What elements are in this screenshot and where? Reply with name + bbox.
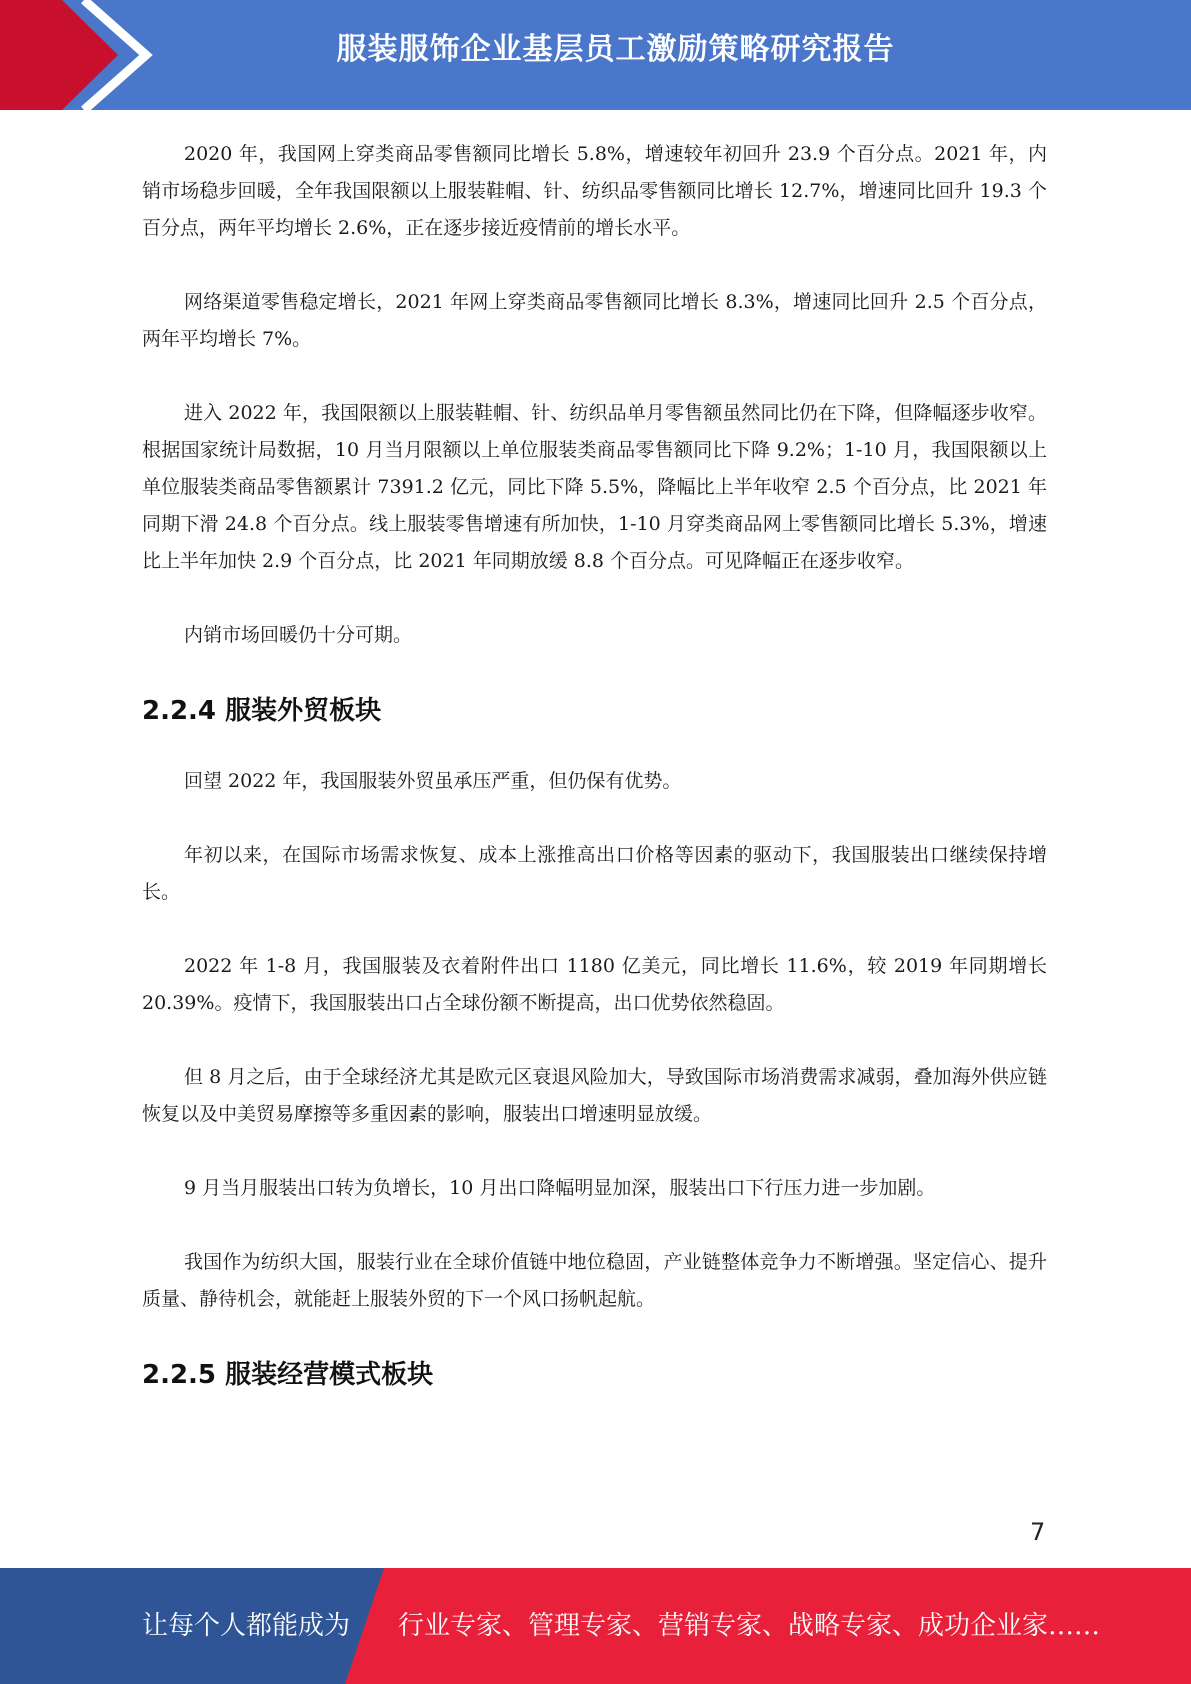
section-heading: 2.2.5 服装经营模式板块 — [142, 1360, 434, 1390]
paragraph: 我国作为纺织大国，服装行业在全球价值链中地位稳固，产业链整体竞争力不断增强。坚定信心、提升质量、静待机会，就能赶上服装外贸的下一个风口扬帆起航。 — [142, 1251, 1047, 1310]
paragraph: 网络渠道零售稳定增长，2021 年网上穿类商品零售额同比增长 8.3%，增速同比回升 2.5 个百分点，两年平均增长 7%。 — [142, 291, 1047, 350]
report-title: 服装服饰企业基层员工激励策略研究报告 — [336, 32, 895, 67]
page-body — [142, 136, 1047, 1427]
footer-slogan-right: 行业专家、管理专家、营销专家、战略专家、成功企业家…… — [398, 1611, 1101, 1641]
page-footer — [0, 1568, 1191, 1684]
paragraph: 年初以来，在国际市场需求恢复、成本上涨推高出口价格等因素的驱动下，我国服装出口继续保持增长。 — [142, 844, 1047, 903]
section-heading: 2.2.4 服装外贸板块 — [142, 696, 382, 726]
paragraph: 进入 2022 年，我国限额以上服装鞋帽、针、纺织品单月零售额虽然同比仍在下降，但降幅逐步收窄。根据国家统计局数据，10 月当月限额以上单位服装类商品零售额同比下降 9.2%；1-10 月，我国限额以上单位服装类商品零售额累计 7391.2 亿元，同比下降 5.5%，降幅比上半年收窄 2.5 个百分点，比 2021 年同期下滑 24.8 个百分点。线上服装零售增速有所加快，1-10 月穿类商品网上零售额同比增长 5.3%，增速比上半年加快 2.9 个百分点，比 2021 年同期放缓 8.8 个百分点。可见降幅正在逐步收窄。 — [142, 402, 1047, 572]
footer-slogan-left: 让每个人都能成为 — [142, 1611, 351, 1641]
page-number: 7 — [1030, 1518, 1046, 1546]
page-header — [0, 0, 1191, 110]
paragraph: 2020 年，我国网上穿类商品零售额同比增长 5.8%，增速较年初回升 23.9 个百分点。2021 年，内销市场稳步回暖，全年我国限额以上服装鞋帽、针、纺织品零售额同比增长 12.7%，增速同比回升 19.3 个百分点，两年平均增长 2.6%，正在逐步接近疫情前的增长水平。 — [142, 143, 1047, 239]
paragraph: 9 月当月服装出口转为负增长，10 月出口降幅明显加深，服装出口下行压力进一步加剧。 — [184, 1177, 936, 1199]
paragraph: 但 8 月之后，由于全球经济尤其是欧元区衰退风险加大，导致国际市场消费需求减弱，叠加海外供应链恢复以及中美贸易摩擦等多重因素的影响，服装出口增速明显放缓。 — [142, 1066, 1047, 1125]
paragraph: 回望 2022 年，我国服装外贸虽承压严重，但仍保有优势。 — [184, 770, 682, 792]
paragraph: 2022 年 1-8 月，我国服装及衣着附件出口 1180 亿美元，同比增长 11.6%，较 2019 年同期增长 20.39%。疫情下，我国服装出口占全球份额不断提高，出口优势依然稳固。 — [142, 955, 1047, 1014]
paragraph: 内销市场回暖仍十分可期。 — [184, 624, 413, 646]
